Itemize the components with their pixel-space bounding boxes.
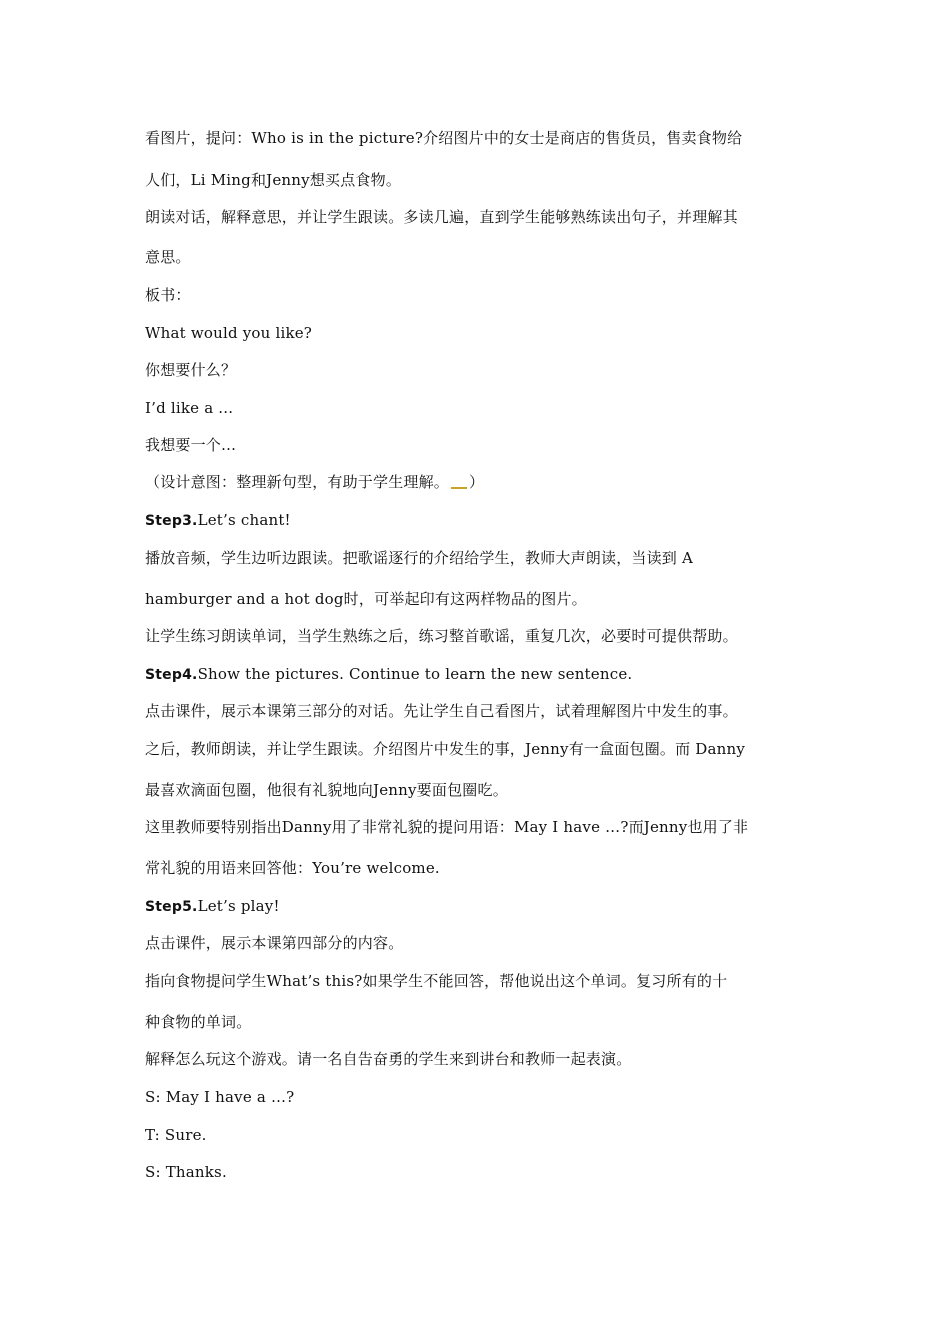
paragraph-line: I’d like a ... (145, 399, 234, 417)
paragraph-line: 看图片，提问：Who is in the picture?介绍图片中的女士是商店的售货员，售卖食物给 (145, 129, 743, 147)
paragraph-line: 播放音频，学生边听边跟读。把歌谣逐行的介绍给学生，教师大声朗读，当读到 A (145, 549, 694, 567)
step-title: Let’s play! (197, 897, 280, 915)
paragraph-line: 朗读对话，解释意思，并让学生跟读。多读几遍，直到学生能够熟练读出句子，并理解其 (145, 208, 738, 226)
step-label: Step4. (145, 667, 198, 683)
paragraph-line: 我想要一个… (145, 436, 237, 454)
dialogue-line: S: May I have a …? (145, 1088, 295, 1106)
paragraph-line: 解释怎么玩这个游戏。请一名自告奋勇的学生来到讲台和教师一起表演。 (145, 1050, 632, 1068)
paragraph-line: 意思。 (145, 248, 191, 266)
paragraph-line: 人们，Li Ming和Jenny想买点食物。 (145, 171, 402, 189)
design-intent-close: ） (469, 473, 485, 491)
paragraph-line: 常礼貌的用语来回答他：You’re welcome. (145, 859, 440, 877)
step-heading (145, 664, 815, 685)
dialogue-line: S: Thanks. (145, 1163, 227, 1181)
paragraph-line: What would you like? (145, 324, 313, 342)
dialogue-line: T: Sure. (145, 1126, 207, 1144)
paragraph-line: 让学生练习朗读单词，当学生熟练之后，练习整首歌谣，重复几次，必要时可提供帮助。 (145, 627, 738, 645)
paragraph-line: 板书： (145, 286, 191, 304)
paragraph-line: 种食物的单词。 (145, 1013, 252, 1031)
step-title: Show the pictures. Continue to learn the new sentence. (197, 665, 633, 683)
paragraph-line: 指向食物提问学生What’s this?如果学生不能回答，帮他说出这个单词。复习所有的十 (145, 972, 728, 990)
paragraph-line: hamburger and a hot dog时，可举起印有这两样物品的图片。 (145, 590, 587, 608)
paragraph-line: 你想要什么？ (145, 361, 237, 379)
design-intent-line (145, 472, 815, 492)
step-heading (145, 510, 815, 531)
step-label: Step5. (145, 899, 198, 915)
paragraph-line: 这里教师要特别指出Danny用了非常礼貌的提问用语：May I have …?而Jenny也用了非 (145, 818, 749, 836)
step-label: Step3. (145, 513, 198, 529)
step-heading (145, 896, 815, 917)
step-title: Let’s chant! (197, 511, 291, 529)
design-intent-text: （设计意图：整理新句型，有助于学生理解。 (145, 473, 450, 491)
paragraph-line: 点击课件，展示本课第四部分的内容。 (145, 934, 404, 952)
fill-blank (451, 487, 467, 489)
paragraph-line: 点击课件，展示本课第三部分的对话。先让学生自己看图片，试着理解图片中发生的事。 (145, 702, 738, 720)
paragraph-line: 之后，教师朗读，并让学生跟读。介绍图片中发生的事，Jenny有一盒面包圈。而 Danny (145, 740, 746, 758)
paragraph-line: 最喜欢滴面包圈，他很有礼貌地向Jenny要面包圈吃。 (145, 781, 508, 799)
